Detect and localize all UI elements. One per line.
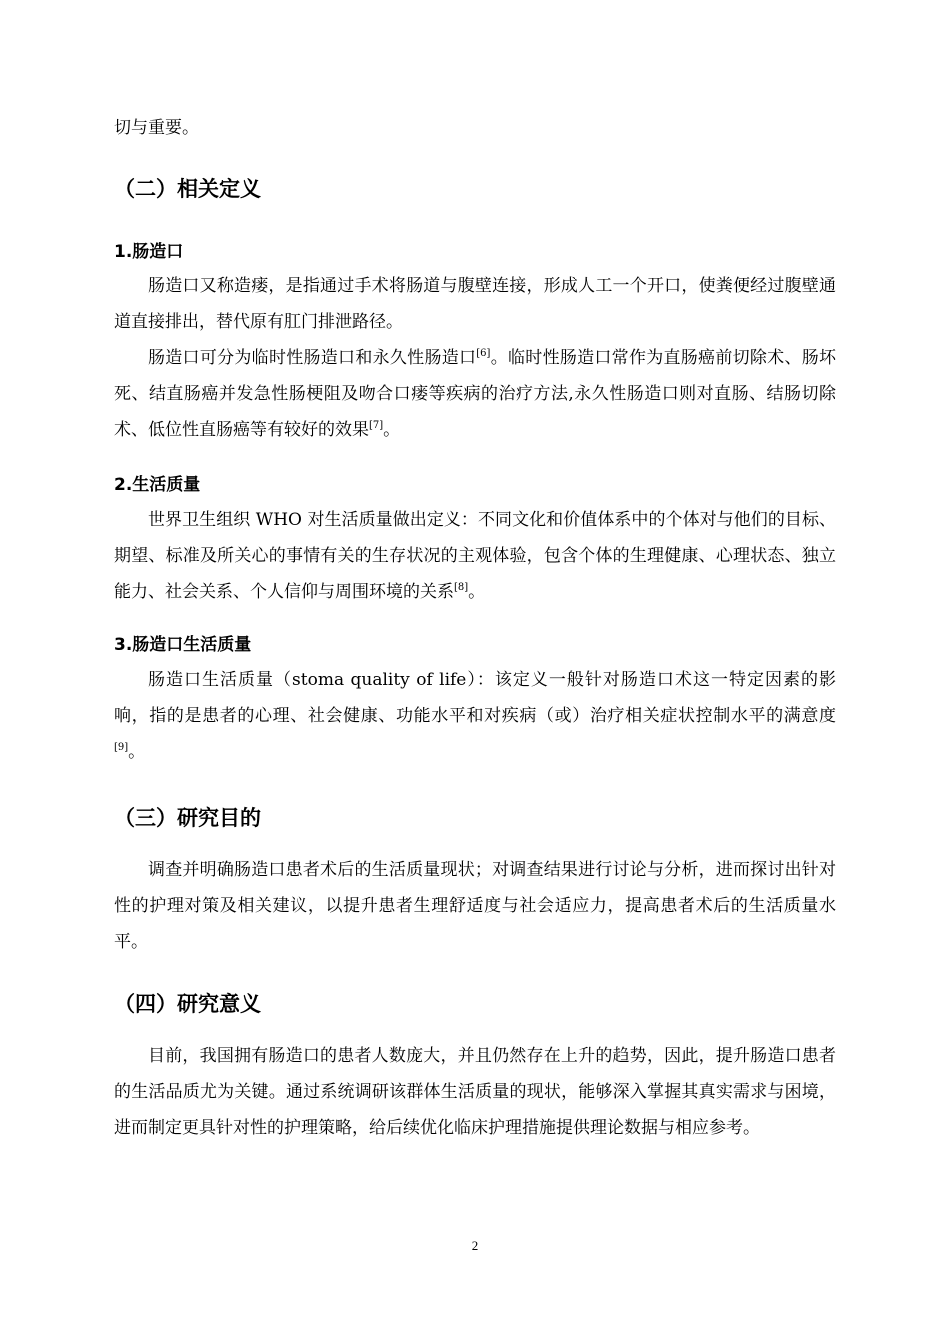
subheading-stoma-qol: 3.肠造口生活质量 [114, 635, 252, 655]
paragraph-stoma-types [114, 340, 836, 448]
section-heading-significance: （四）研究意义 [114, 992, 261, 1016]
page-number: 2 [471, 1238, 479, 1253]
citation-ref-7: [7] [369, 420, 384, 431]
section-heading-definitions: （二）相关定义 [114, 177, 261, 201]
citation-ref-6: [6] [476, 348, 491, 359]
paragraph-stoma-qol-definition [114, 662, 836, 770]
paragraph-purpose: 调查并明确肠造口患者术后的生活质量现状；对调查结果进行讨论与分析，进而探讨出针对性的护理对策及相关建议，以提升患者生理舒适度与社会适应力，提高患者术后的生活质量水平。 [114, 860, 836, 952]
paragraph-stoma-definition: 肠造口又称造瘘，是指通过手术将肠道与腹壁连接，形成人工一个开口，使粪便经过腹壁通道直接排出，替代原有肛门排泄路径。 [114, 276, 836, 332]
subheading-stoma: 1.肠造口 [114, 242, 184, 262]
text-segment: 。临时性肠造口常作为直肠癌前切除术、肠坏死、结直肠癌并发急性肠梗阻及吻合口瘘等疾病的治疗方法,永久性肠造口则对直肠、结肠切除术、低位性直肠癌等有较好的效果 [114, 348, 837, 440]
text-segment: 世界卫生组织 WHO 对生活质量做出定义：不同文化和价值体系中的个体对与他们的目标、期望、标准及所关心的事情有关的生存状况的主观体验，包含个体的生理健康、心理状态、独立能力、社会关系、个人信仰与周围环境的关系 [114, 510, 836, 602]
section-heading-purpose: （三）研究目的 [114, 806, 261, 830]
text-segment: 。 [468, 582, 486, 602]
paragraph-continuation: 切与重要。 [114, 118, 199, 138]
paragraph-significance: 目前，我国拥有肠造口的患者人数庞大，并且仍然存在上升的趋势，因此，提升肠造口患者的生活品质尤为关键。通过系统调研该群体生活质量的现状，能够深入掌握其真实需求与困境，进而制定更具针对性的护理策略，给后续优化临床护理措施提供理论数据与相应参考。 [114, 1046, 836, 1138]
citation-ref-8: [8] [454, 582, 469, 593]
text-segment: 。 [128, 742, 146, 762]
text-segment: 肠造口生活质量（stoma quality of life）：该定义一般针对肠造口术这一特定因素的影响，指的是患者的心理、社会健康、功能水平和对疾病（或）治疗相关症状控制水平的满意度 [114, 670, 836, 726]
subheading-quality-of-life: 2.生活质量 [114, 475, 201, 495]
paragraph-who-definition [114, 502, 836, 610]
text-segment: 。 [383, 420, 401, 440]
text-segment: 肠造口可分为临时性肠造口和永久性肠造口 [148, 348, 477, 368]
citation-ref-9: [9] [114, 742, 129, 753]
